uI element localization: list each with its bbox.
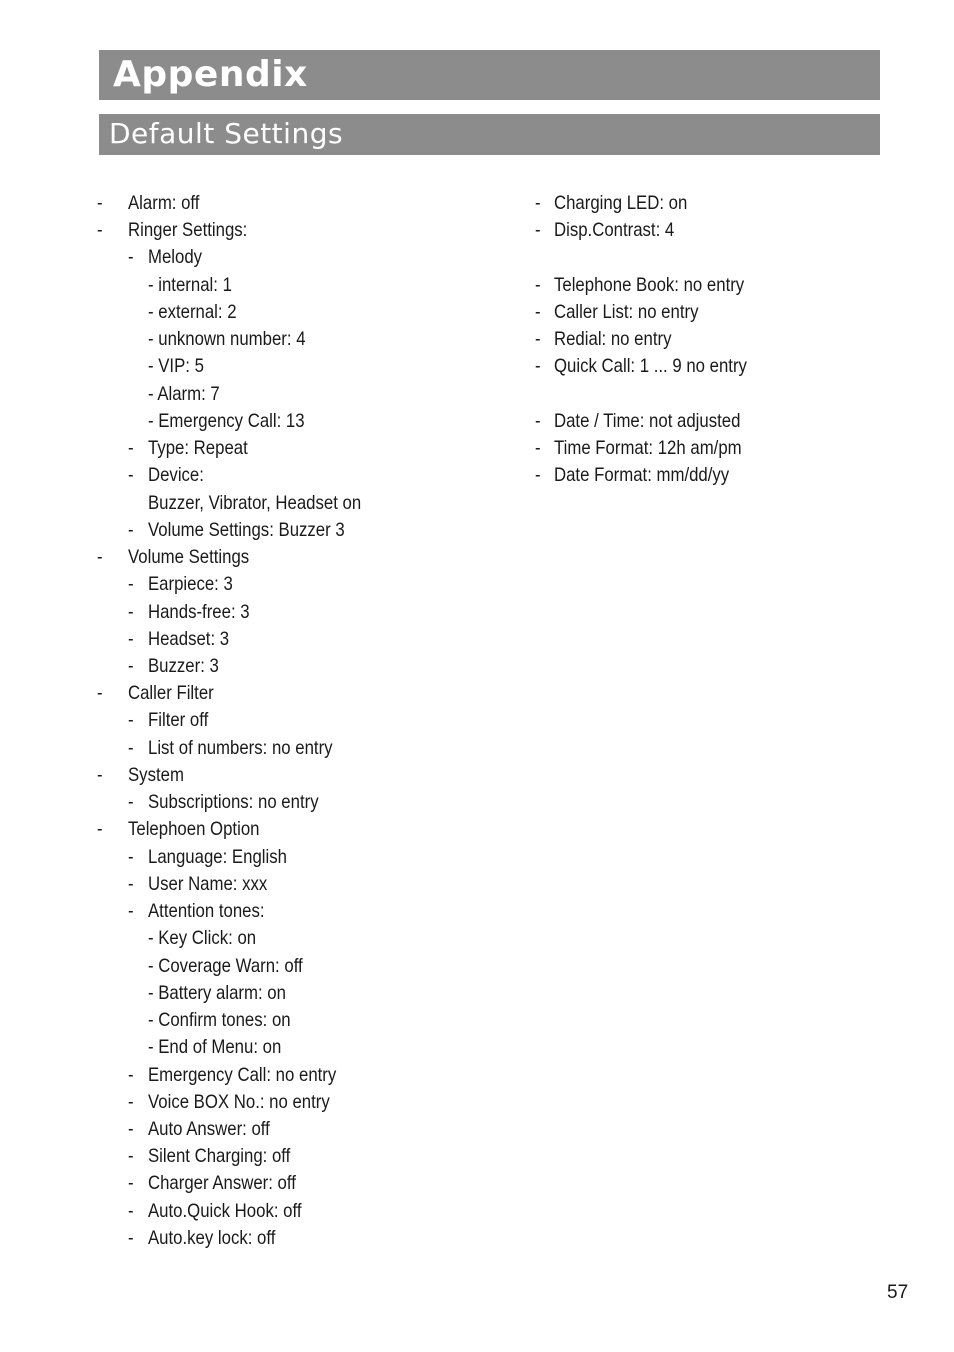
setting-item — [0, 189, 954, 216]
bullet-dash: - — [535, 328, 541, 351]
setting-text: Telephone Book: no entry — [554, 273, 745, 296]
bullet-dash: - — [535, 437, 541, 460]
list-spacer — [0, 380, 954, 407]
setting-text: Charging LED: on — [554, 192, 688, 214]
bullet-dash: - — [97, 682, 103, 705]
bullet-dash: - — [128, 1199, 134, 1222]
chapter-title-banner — [99, 50, 880, 100]
setting-text: List of numbers: no entry — [148, 736, 333, 759]
setting-text: Auto.key lock: off — [148, 1226, 276, 1249]
setting-item — [0, 761, 520, 788]
right-settings-list — [0, 189, 954, 489]
setting-text: Charger Answer: off — [148, 1172, 296, 1195]
setting-text: Subscriptions: no entry — [148, 791, 319, 814]
bullet-dash: - — [128, 709, 134, 732]
setting-item — [0, 1224, 520, 1251]
setting-text: Caller List: no entry — [554, 300, 699, 323]
bullet-dash: - — [128, 1145, 134, 1168]
bullet-dash: - — [535, 219, 541, 242]
setting-item — [0, 952, 520, 979]
setting-text: Hands-free: 3 — [148, 600, 250, 623]
setting-item — [0, 625, 520, 652]
setting-item — [0, 489, 520, 516]
bullet-dash: - — [128, 736, 134, 759]
bullet-dash: - — [128, 791, 134, 814]
setting-item — [0, 1169, 520, 1196]
setting-text: Caller Filter — [128, 682, 214, 705]
bullet-dash: - — [128, 573, 134, 596]
section-title: Default Settings — [109, 117, 344, 150]
bullet-dash: - — [128, 872, 134, 895]
bullet-dash: - — [128, 1063, 134, 1086]
setting-item — [0, 298, 954, 325]
bullet-dash: - — [128, 900, 134, 923]
setting-text: - End of Menu: on — [148, 1036, 282, 1059]
bullet-dash: - — [128, 627, 134, 650]
setting-item — [0, 679, 520, 706]
setting-text: Auto.Quick Hook: off — [148, 1199, 302, 1222]
bullet-dash: - — [128, 246, 134, 269]
setting-text: - Emergency Call: 13 — [148, 409, 305, 432]
setting-item — [0, 1197, 520, 1224]
setting-item — [0, 407, 954, 434]
setting-item — [0, 543, 520, 570]
bullet-dash: - — [128, 518, 134, 541]
bullet-dash: - — [535, 192, 541, 214]
setting-text: Alarm: off — [128, 192, 200, 214]
bullet-dash: - — [128, 600, 134, 623]
setting-item — [0, 1033, 520, 1060]
setting-text: - Key Click: on — [148, 927, 257, 950]
setting-item — [0, 924, 520, 951]
setting-text: Device: — [148, 464, 204, 487]
setting-text: Filter off — [148, 709, 209, 732]
bullet-dash: - — [128, 1117, 134, 1140]
setting-text: Buzzer, Vibrator, Headset on — [148, 491, 362, 514]
setting-item — [0, 516, 520, 543]
bullet-dash: - — [128, 1226, 134, 1249]
setting-item — [0, 598, 520, 625]
bullet-dash: - — [97, 763, 103, 786]
setting-text: - external: 2 — [148, 300, 237, 323]
bullet-dash: - — [97, 219, 103, 242]
setting-item — [0, 461, 954, 488]
setting-item — [0, 1061, 520, 1088]
setting-text: Telephoen Option — [128, 818, 260, 841]
setting-text: Time Format: 12h am/pm — [554, 437, 742, 460]
setting-text: Earpiece: 3 — [148, 573, 233, 596]
setting-item — [0, 788, 520, 815]
section-title-banner — [99, 114, 880, 155]
setting-text: Redial: no entry — [554, 328, 672, 351]
bullet-dash: - — [128, 1090, 134, 1113]
setting-item — [0, 979, 520, 1006]
setting-text: Voice BOX No.: no entry — [148, 1090, 330, 1113]
setting-text: Ringer Settings: — [128, 219, 248, 242]
chapter-title: Appendix — [113, 54, 308, 95]
bullet-dash: - — [535, 464, 541, 487]
setting-text: Volume Settings: Buzzer 3 — [148, 518, 345, 541]
setting-text: Date Format: mm/dd/yy — [554, 464, 730, 487]
bullet-dash: - — [128, 1172, 134, 1195]
setting-text: - Coverage Warn: off — [148, 954, 303, 977]
setting-text: Attention tones: — [148, 900, 265, 923]
bullet-dash: - — [97, 818, 103, 841]
setting-item — [0, 815, 520, 842]
page-number: 57 — [887, 1282, 909, 1303]
setting-item — [0, 870, 520, 897]
setting-item — [0, 216, 954, 243]
setting-item — [0, 570, 520, 597]
setting-text: Melody — [148, 246, 203, 269]
setting-item — [0, 652, 520, 679]
setting-item — [0, 843, 520, 870]
setting-item — [0, 1142, 520, 1169]
bullet-dash: - — [535, 273, 541, 296]
bullet-dash: - — [97, 192, 103, 214]
bullet-dash: - — [97, 546, 103, 569]
setting-item — [0, 706, 520, 733]
setting-text: - unknown number: 4 — [148, 328, 306, 351]
setting-text: Language: English — [148, 845, 287, 868]
setting-item — [0, 1006, 520, 1033]
setting-item — [0, 325, 954, 352]
setting-text: Disp.Contrast: 4 — [554, 219, 675, 242]
setting-item — [0, 271, 954, 298]
setting-text: - internal: 1 — [148, 273, 232, 296]
setting-text: - VIP: 5 — [148, 355, 204, 378]
setting-text: Buzzer: 3 — [148, 654, 219, 677]
setting-item — [0, 897, 520, 924]
bullet-dash: - — [128, 437, 134, 460]
setting-item — [0, 434, 954, 461]
setting-text: System — [128, 763, 184, 786]
list-spacer — [0, 243, 954, 270]
setting-item — [0, 1115, 520, 1142]
setting-text: Quick Call: 1 ... 9 no entry — [554, 355, 747, 378]
setting-item — [0, 1088, 520, 1115]
setting-text: Type: Repeat — [148, 437, 248, 460]
setting-item — [0, 734, 520, 761]
setting-text: - Confirm tones: on — [148, 1009, 291, 1032]
setting-text: Silent Charging: off — [148, 1145, 291, 1168]
setting-text: Headset: 3 — [148, 627, 230, 650]
setting-item — [0, 352, 954, 379]
setting-text: Volume Settings — [128, 546, 250, 569]
setting-text: - Battery alarm: on — [148, 981, 286, 1004]
bullet-dash: - — [128, 464, 134, 487]
setting-text: Date / Time: not adjusted — [554, 409, 741, 432]
bullet-dash: - — [128, 654, 134, 677]
bullet-dash: - — [535, 409, 541, 432]
bullet-dash: - — [535, 300, 541, 323]
bullet-dash: - — [535, 355, 541, 378]
setting-text: Emergency Call: no entry — [148, 1063, 337, 1086]
setting-text: - Alarm: 7 — [148, 382, 220, 405]
setting-text: User Name: xxx — [148, 872, 268, 895]
setting-text: Auto Answer: off — [148, 1117, 270, 1140]
bullet-dash: - — [128, 845, 134, 868]
